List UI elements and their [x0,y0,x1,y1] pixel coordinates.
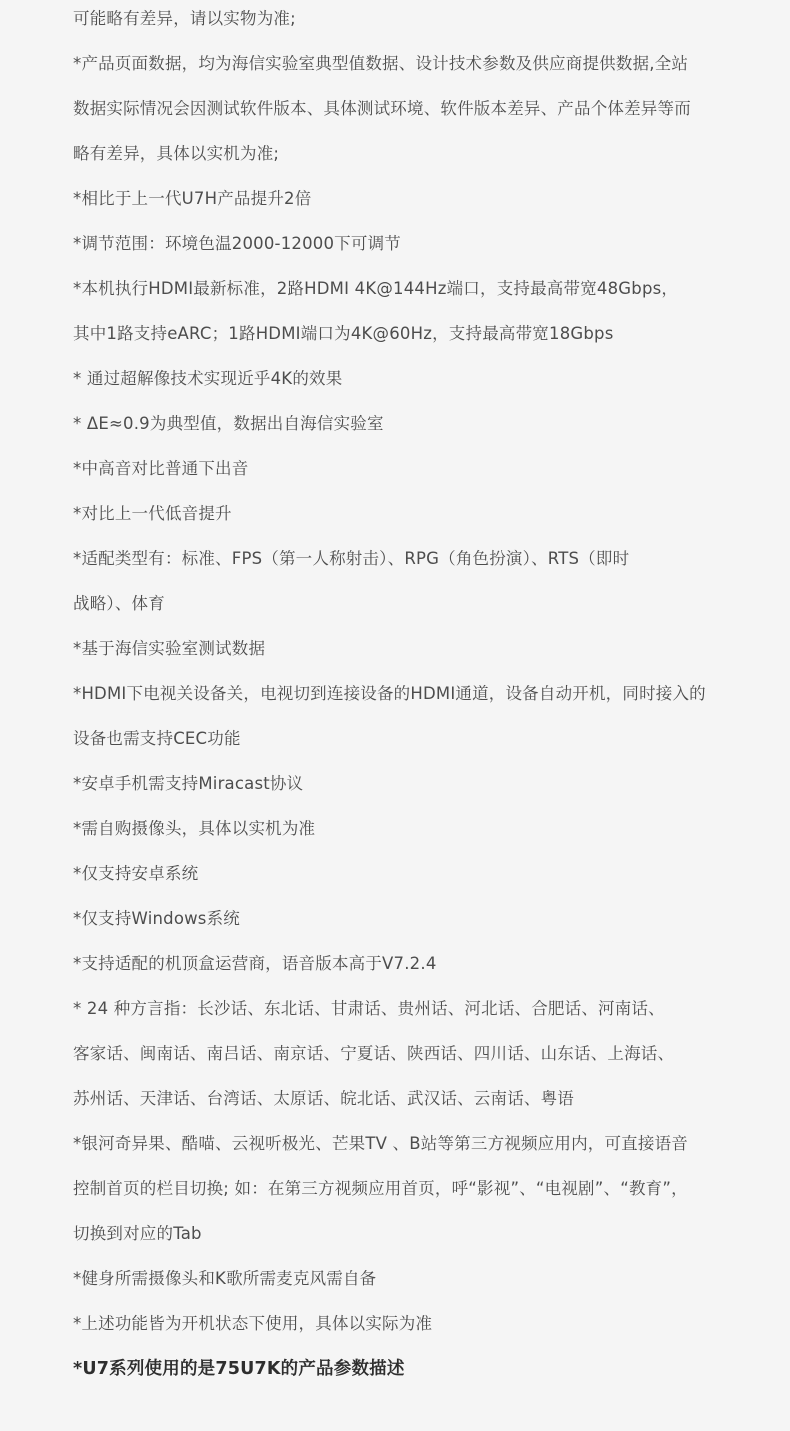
note-line: *支持适配的机顶盒运营商，语音版本高于V7.2.4 [73,954,437,973]
note-line: *仅支持Windows系统 [73,909,241,928]
note-line: *本机执行HDMI最新标准，2路HDMI 4K@144Hz端口，支持最高带宽48Gbps， [73,279,679,298]
note-line: *银河奇异果、酷喵、云视听极光、芒果TV 、B站等第三方视频应用内，可直接语音 [73,1134,688,1153]
note-line: 苏州话、天津话、台湾话、太原话、皖北话、武汉话、云南话、粤语 [73,1089,574,1108]
note-line: * ΔE≈0.9为典型值，数据出自海信实验室 [73,414,384,433]
note-line: *需自购摄像头，具体以实机为准 [73,819,316,838]
note-line: *相比于上一代U7H产品提升2倍 [73,189,312,208]
note-line: 可能略有差异，请以实物为准; [73,9,296,28]
note-line: * 通过超解像技术实现近乎4K的效果 [73,369,343,388]
note-line: 略有差异，具体以实机为准; [73,144,280,163]
note-line: 控制首页的栏目切换; 如：在第三方视频应用首页，呼“影视”、“电视剧”、“教育”， [73,1179,688,1198]
footer-note: *U7系列使用的是75U7K的产品参数描述 [73,1359,405,1379]
note-line: *产品页面数据，均为海信实验室典型值数据、设计技术参数及供应商提供数据,全站 [73,54,689,73]
note-line: *中高音对比普通下出音 [73,459,249,478]
note-line: 其中1路支持eARC；1路HDMI端口为4K@60Hz，支持最高带宽18Gbps [73,324,614,343]
note-line: 数据实际情况会因测试软件版本、具体测试环境、软件版本差异、产品个体差异等而 [73,99,691,118]
note-line: *调节范围：环境色温2000-12000下可调节 [73,234,401,253]
note-line: 客家话、闽南话、南吕话、南京话、宁夏话、陕西话、四川话、山东话、上海话、 [73,1044,675,1063]
note-line: *上述功能皆为开机状态下使用，具体以实际为准 [73,1314,433,1333]
note-line: *对比上一代低音提升 [73,504,232,523]
note-line: *安卓手机需支持Miracast协议 [73,774,304,793]
note-line: 切换到对应的Tab [73,1224,202,1243]
note-line: *仅支持安卓系统 [73,864,199,883]
note-line: *健身所需摄像头和K歌所需麦克风需自备 [73,1269,377,1288]
note-line: *适配类型有：标准、FPS（第一人称射击）、RPG（角色扮演）、RTS（即时 [73,549,630,568]
note-line: 战略）、体育 [73,594,165,613]
note-line: 设备也需支持CEC功能 [73,729,241,748]
disclaimer-notes [73,0,753,1395]
note-line: *基于海信实验室测试数据 [73,639,266,658]
note-line: * 24 种方言指：长沙话、东北话、甘肃话、贵州话、河北话、合肥话、河南话、 [73,999,665,1018]
note-line: *HDMI下电视关设备关，电视切到连接设备的HDMI通道，设备自动开机，同时接入的 [73,684,706,703]
